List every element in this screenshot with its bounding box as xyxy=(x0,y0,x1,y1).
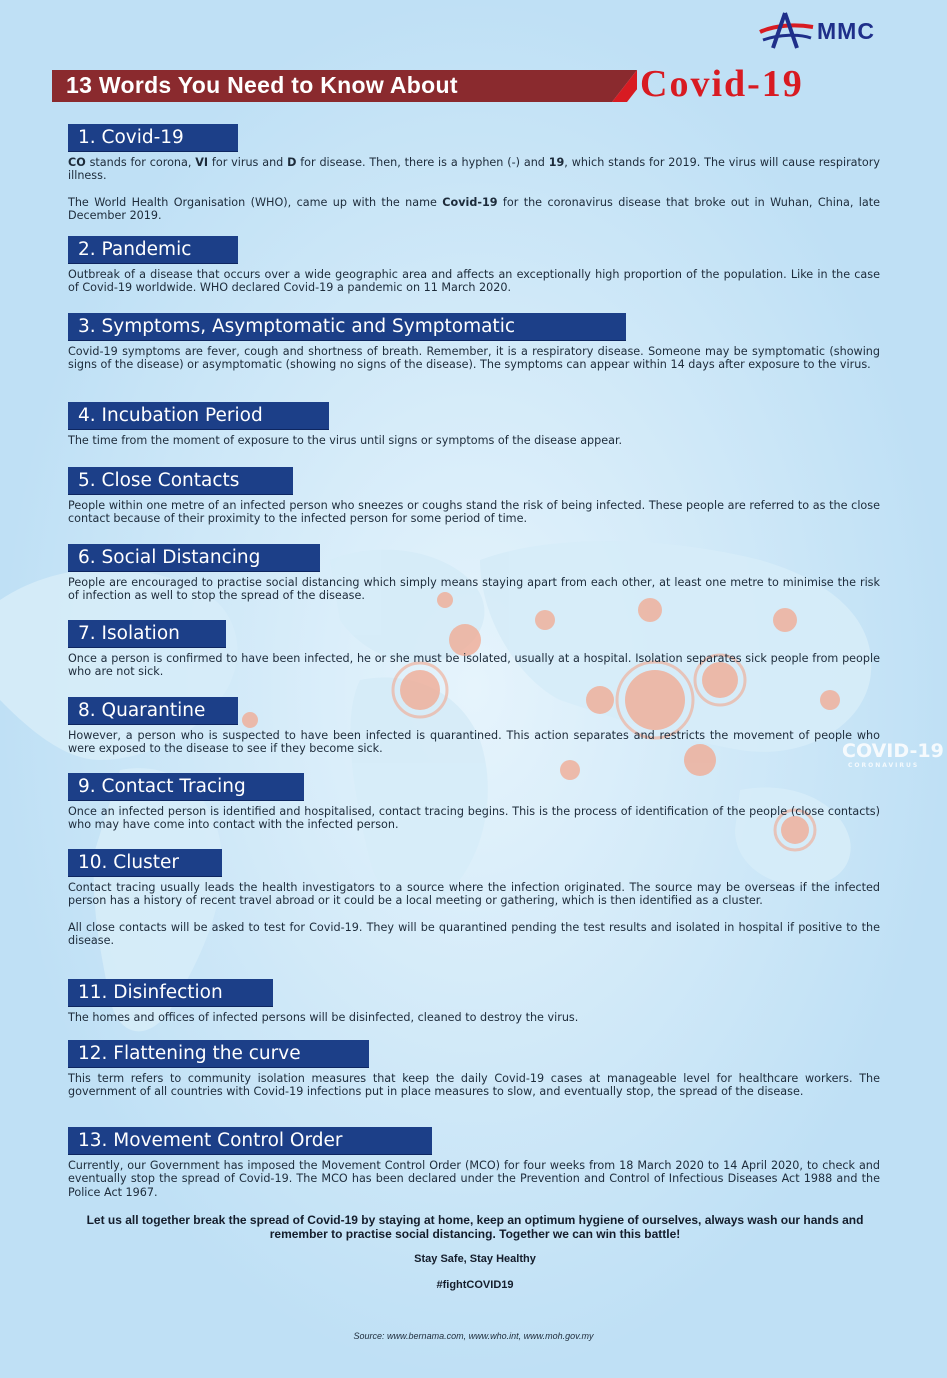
section-heading: 2. Pandemic xyxy=(68,236,238,264)
section-heading: 4. Incubation Period xyxy=(68,402,329,430)
section-heading: 5. Close Contacts xyxy=(68,467,293,495)
mmc-star-icon xyxy=(755,10,815,52)
covid-watermark-sub: CORONAVIRUS xyxy=(848,762,920,769)
covid-watermark: COVID-19 xyxy=(842,740,944,762)
section-social-distancing xyxy=(68,544,880,603)
section-movement-control-order xyxy=(68,1127,880,1199)
section-paragraph: Once an infected person is identified and hospitalised, contact tracing begins. This is the process of identification of the people (close contacts) who may have come into contact with the infected person. xyxy=(68,805,880,832)
section-flattening-the-curve xyxy=(68,1040,880,1099)
section-contact-tracing xyxy=(68,773,880,832)
section-heading: 3. Symptoms, Asymptomatic and Symptomatic xyxy=(68,313,626,341)
logo-text: MMC xyxy=(817,18,875,44)
section-paragraph: The World Health Organisation (WHO), came up with the name Covid-19 for the coronavirus disease that broke out in Wuhan, China, late December 2019. xyxy=(68,195,880,223)
section-pandemic xyxy=(68,236,880,295)
section-paragraph: Outbreak of a disease that occurs over a wide geographic area and affects an exceptionally high proportion of the population. Like in the case of Covid-19 worldwide. WHO declared Covid-19 a pandemic on 11 March 2020. xyxy=(68,268,880,295)
section-heading: 7. Isolation xyxy=(68,620,226,648)
section-heading: 8. Quarantine xyxy=(68,697,238,725)
mmc-logo xyxy=(755,10,915,52)
section-heading: 12. Flattening the curve xyxy=(68,1040,369,1068)
closing-hashtag: #fightCOVID19 xyxy=(436,1279,514,1291)
section-heading: 11. Disinfection xyxy=(68,979,273,1007)
section-heading: 6. Social Distancing xyxy=(68,544,320,572)
section-paragraph: The homes and offices of infected persons will be disinfected, cleaned to destroy the virus. xyxy=(68,1011,579,1024)
page-title-highlight: Covid-19 xyxy=(640,63,804,105)
closing-slogan: Stay Safe, Stay Healthy xyxy=(414,1253,536,1265)
section-paragraph: The time from the moment of exposure to the virus until signs or symptoms of the disease appear. xyxy=(68,434,623,447)
section-heading: 1. Covid-19 xyxy=(68,124,238,152)
section-covid-19 xyxy=(68,124,880,223)
closing-message: Let us all together break the spread of Covid-19 by staying at home, keep an optimum hygiene of ourselves, always wash our hands and remember to practise social distancing. Together we can win this battle! xyxy=(86,1213,864,1241)
section-symptoms xyxy=(68,313,880,372)
section-paragraph: However, a person who is suspected to have been infected is quarantined. This action separates and restricts the movement of people who were exposed to the disease to see if they become sick. xyxy=(68,729,880,756)
section-paragraph: All close contacts will be asked to test for Covid-19. They will be quarantined pending the test results and isolated in hospital if positive to the disease. xyxy=(68,920,880,948)
section-cluster xyxy=(68,849,880,948)
section-heading: 10. Cluster xyxy=(68,849,222,877)
section-paragraph: This term refers to community isolation measures that keep the daily Covid-19 cases at manageable level for healthcare workers. The government of all countries with Covid-19 infections put in place measures to slow, and eventually stop, the spread of the disease. xyxy=(68,1072,880,1099)
section-paragraph: Contact tracing usually leads the health investigators to a source where the infection originated. The source may be overseas if the infected person has a history of recent travel abroad or it could be a local meeting or gathering, which is then identified as a cluster. xyxy=(68,881,880,908)
section-paragraph: Once a person is confirmed to have been infected, he or she must be isolated, usually at a hospital. Isolation separates sick people from people who are not sick. xyxy=(68,652,880,679)
section-paragraph: People are encouraged to practise social distancing which simply means staying apart from each other, at least one metre to minimise the risk of infection as well to stop the spread of the disease. xyxy=(68,576,880,603)
source-credits: Source: www.bernama.com, www.who.int, www.moh.gov.my xyxy=(353,1331,594,1341)
section-close-contacts xyxy=(68,467,880,526)
section-paragraph: CO stands for corona, VI for virus and D for disease. Then, there is a hyphen (-) and 19, which stands for 2019. The virus will cause respiratory illness. xyxy=(68,156,880,183)
page-title: 13 Words You Need to Know About xyxy=(66,72,458,98)
section-incubation-period xyxy=(68,402,880,447)
section-heading: 9. Contact Tracing xyxy=(68,773,304,801)
section-quarantine xyxy=(68,697,880,756)
section-disinfection xyxy=(68,979,880,1024)
section-heading: 13. Movement Control Order xyxy=(68,1127,432,1155)
section-paragraph: People within one metre of an infected person who sneezes or coughs stand the risk of being infected. These people are referred to as the close contact because of their proximity to the infected person for some period of time. xyxy=(68,499,880,526)
section-paragraph: Covid-19 symptoms are fever, cough and shortness of breath. Remember, it is a respiratory disease. Someone may be symptomatic (showing signs of the disease) or asymptomatic (showing no signs of the disease). The symptoms can appear within 14 days after exposure to the virus. xyxy=(68,345,880,372)
section-isolation xyxy=(68,620,880,679)
section-paragraph: Currently, our Government has imposed the Movement Control Order (MCO) for four weeks from 18 March 2020 to 14 April 2020, to check and eventually stop the spread of Covid-19. The MCO has been declared under the Prevention and Control of Infectious Diseases Act 1988 and the Police Act 1967. xyxy=(68,1159,880,1199)
